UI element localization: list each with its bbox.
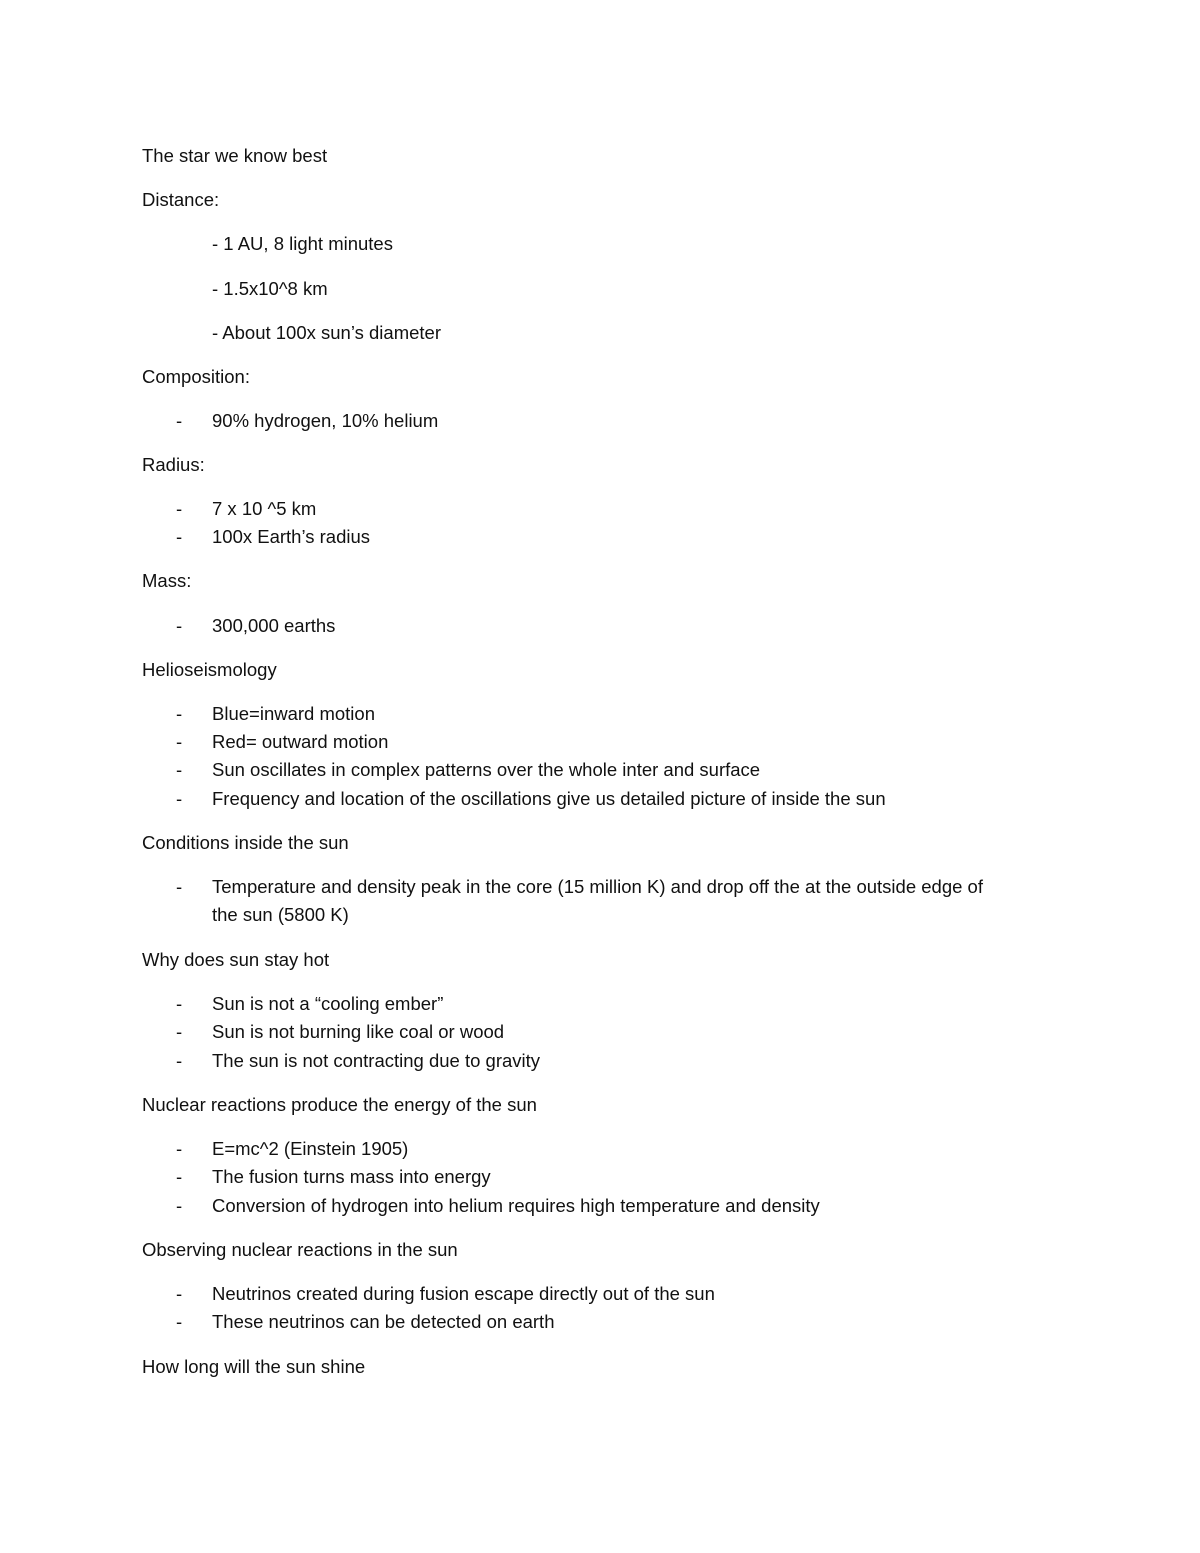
- list-item: The fusion turns mass into energy: [212, 1166, 491, 1187]
- bullet-dash: -: [176, 993, 183, 1014]
- list-item: - 1.5x10^8 km: [212, 278, 328, 299]
- bullet-dash: -: [176, 1138, 183, 1159]
- bullet-dash: -: [176, 731, 183, 752]
- bullet-dash: -: [176, 526, 183, 547]
- list-item: 7 x 10 ^5 km: [212, 498, 317, 519]
- bullet-dash: -: [176, 410, 183, 431]
- list-item: These neutrinos can be detected on earth: [212, 1311, 555, 1332]
- bullet-dash: -: [176, 498, 183, 519]
- section-heading-how-long: How long will the sun shine: [142, 1356, 366, 1377]
- section-heading-radius: Radius:: [142, 454, 205, 475]
- list-item: Frequency and location of the oscillations give us detailed picture of inside the sun: [212, 788, 886, 809]
- list-item: - About 100x sun’s diameter: [212, 322, 441, 343]
- section-heading-helioseismology: Helioseismology: [142, 659, 277, 680]
- list-item: Conversion of hydrogen into helium requires high temperature and density: [212, 1195, 820, 1216]
- list-item: - 1 AU, 8 light minutes: [212, 233, 393, 254]
- list-item: The sun is not contracting due to gravity: [212, 1050, 541, 1071]
- bullet-dash: -: [176, 1195, 183, 1216]
- list-item: Sun oscillates in complex patterns over the whole inter and surface: [212, 759, 761, 780]
- section-heading-conditions: Conditions inside the sun: [142, 832, 349, 853]
- list-item: E=mc^2 (Einstein 1905): [212, 1138, 409, 1159]
- list-item: Sun is not burning like coal or wood: [212, 1021, 505, 1042]
- list-item: Neutrinos created during fusion escape directly out of the sun: [212, 1283, 715, 1304]
- list-item-continuation: the sun (5800 K): [212, 904, 349, 925]
- bullet-dash: -: [176, 1021, 183, 1042]
- list-item: Blue=inward motion: [212, 703, 375, 724]
- bullet-dash: -: [176, 759, 183, 780]
- list-item: 300,000 earths: [212, 615, 336, 636]
- bullet-dash: -: [176, 876, 183, 897]
- bullet-dash: -: [176, 1311, 183, 1332]
- section-heading-mass: Mass:: [142, 570, 192, 591]
- bullet-dash: -: [176, 788, 183, 809]
- list-item: 100x Earth’s radius: [212, 526, 371, 547]
- bullet-dash: -: [176, 1050, 183, 1071]
- bullet-dash: -: [176, 1166, 183, 1187]
- bullet-dash: -: [176, 1283, 183, 1304]
- list-item: 90% hydrogen, 10% helium: [212, 410, 439, 431]
- bullet-dash: -: [176, 703, 183, 724]
- bullet-dash: -: [176, 615, 183, 636]
- section-heading-observing: Observing nuclear reactions in the sun: [142, 1239, 458, 1260]
- list-item: Temperature and density peak in the core (15 million K) and drop off the at the outside edge of: [212, 876, 983, 897]
- section-heading-nuclear: Nuclear reactions produce the energy of the sun: [142, 1094, 537, 1115]
- list-item: Sun is not a “cooling ember”: [212, 993, 444, 1014]
- section-heading-composition: Composition:: [142, 366, 250, 387]
- list-item: Red= outward motion: [212, 731, 389, 752]
- document-title: The star we know best: [142, 145, 328, 166]
- section-heading-why-hot: Why does sun stay hot: [142, 949, 330, 970]
- section-heading-distance: Distance:: [142, 189, 220, 210]
